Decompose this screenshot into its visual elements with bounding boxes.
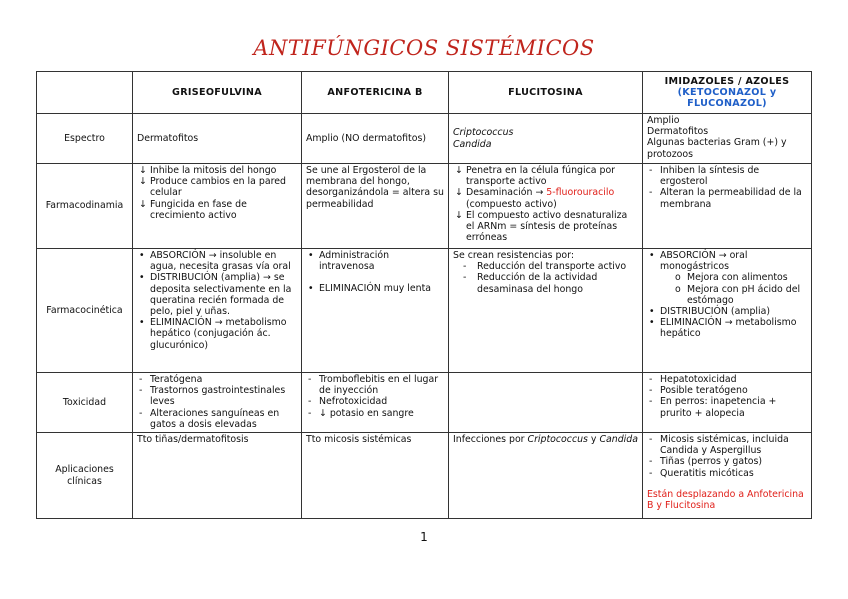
fluorouracilo-text: 5-fluorouracilo xyxy=(546,187,615,199)
list-item-text: Hepatotoxicidad xyxy=(660,374,737,385)
list-item-text: Posible teratógeno xyxy=(660,385,748,397)
cell-farmacocinetica-fluci xyxy=(449,249,643,373)
list-item xyxy=(137,199,297,221)
cell-farmacocinetica-anfo xyxy=(302,249,449,373)
header-anfotericina: ANFOTERICINA B xyxy=(302,72,449,114)
header-imidazoles xyxy=(643,72,812,114)
row-espectro xyxy=(37,114,812,164)
text-line: Algunas bacterias Gram (+) y protozoos xyxy=(647,137,787,160)
list-item-text: Teratógena xyxy=(150,374,203,385)
dash-bullet-icon: - xyxy=(649,434,653,445)
list-item xyxy=(137,317,297,351)
header-imidazoles-sub: (KETOCONAZOL y FLUCONAZOL) xyxy=(677,86,777,110)
list-item xyxy=(647,272,807,283)
dash-bullet-icon: - xyxy=(649,467,653,479)
list-item-text: DISTRIBUCIÓN (amplia) xyxy=(660,306,771,318)
list-item xyxy=(647,434,807,456)
dash-bullet-icon: - xyxy=(649,385,653,397)
list-item-text: ABSORCIÓN → oral monogástricos xyxy=(660,250,748,273)
dash-bullet-icon: - xyxy=(139,407,143,419)
list-item xyxy=(306,250,444,272)
list-item xyxy=(453,187,638,209)
row-label-aplicaciones: Aplicaciones clínicas xyxy=(37,433,133,519)
bullet-icon: • xyxy=(649,250,655,261)
row-farmacocinetica xyxy=(37,249,812,373)
fluci-candida: Candida xyxy=(453,138,492,150)
list-item-text: En perros: inapetencia + prurito + alopecia xyxy=(660,396,777,419)
row-label-toxicidad: Toxicidad xyxy=(37,373,133,433)
list-item xyxy=(453,210,638,244)
list-item-text: (compuesto activo) xyxy=(466,198,557,210)
circle-bullet-icon: o xyxy=(675,283,681,295)
cell-toxicidad-griseo xyxy=(133,373,302,433)
list-item-text: Tiñas (perros y gatos) xyxy=(660,456,763,468)
list-item xyxy=(137,272,297,317)
text-segment: y xyxy=(590,434,597,445)
list-item xyxy=(647,306,807,317)
list-item-text: Administración intravenosa xyxy=(319,250,390,273)
list-item xyxy=(137,250,297,272)
bullet-icon: • xyxy=(139,272,145,284)
row-toxicidad xyxy=(37,373,812,433)
cell-espectro-fluci xyxy=(449,114,643,164)
down-arrow-icon: ↓ xyxy=(455,187,463,199)
text-line: Amplio xyxy=(647,115,680,126)
list-item xyxy=(137,176,297,198)
list-item-text: ELIMINACIÓN → metabolismo hepático xyxy=(660,317,797,340)
row-label-farmacocinetica: Farmacocinética xyxy=(37,249,133,373)
down-arrow-icon: ↓ xyxy=(455,165,463,176)
dash-bullet-icon: - xyxy=(139,385,143,397)
list-item-text: Alteran la permeabilidad de la membrana xyxy=(660,187,802,210)
dash-bullet-icon: - xyxy=(649,165,653,176)
row-farmacodinamia xyxy=(37,164,812,249)
cell-toxicidad-imid xyxy=(643,373,812,433)
text-segment: Candida xyxy=(599,434,638,445)
dash-bullet-icon: - xyxy=(139,374,143,385)
list-item xyxy=(306,283,444,294)
down-arrow-icon: ↓ xyxy=(455,209,463,221)
list-item-text: Reducción del transporte activo xyxy=(477,261,627,273)
row-label-espectro: Espectro xyxy=(37,114,133,164)
cell-espectro-anfo: Amplio (NO dermatofitos) xyxy=(302,114,449,164)
list-item-text: Inhibe la mitosis del hongo xyxy=(150,165,277,176)
list-item xyxy=(647,396,807,418)
list-item xyxy=(647,456,807,467)
list-item xyxy=(647,468,807,479)
list-item-text: Nefrotoxicidad xyxy=(319,396,388,408)
list-item xyxy=(647,187,807,209)
list-item-text: El compuesto activo desnaturaliza el ARNm = síntesis de proteínas erróneas xyxy=(466,209,628,244)
fluci-criptococcus: Criptococcus xyxy=(453,127,514,139)
list-item xyxy=(137,408,297,430)
list-item xyxy=(647,250,807,272)
bullet-icon: • xyxy=(308,283,314,295)
row-label-farmacodinamia: Farmacodinamia xyxy=(37,164,133,249)
fluci-resistance-intro: Se crean resistencias por: xyxy=(453,250,575,261)
list-item-text: ELIMINACIÓN muy lenta xyxy=(319,283,432,295)
list-item-text: ABSORCIÓN → insoluble en agua, necesita grasas vía oral xyxy=(150,250,291,273)
list-item xyxy=(306,374,444,396)
dash-bullet-icon: - xyxy=(649,374,653,385)
dash-bullet-icon: - xyxy=(308,374,312,385)
list-item xyxy=(137,374,297,385)
list-item-text: Produce cambios en la pared celular xyxy=(150,176,286,199)
circle-bullet-icon: o xyxy=(675,272,681,284)
bullet-icon: • xyxy=(139,317,145,329)
list-item-text: Alteraciones sanguíneas en gatos a dosis elevadas xyxy=(150,407,280,430)
page-title: ANTIFÚNGICOS SISTÉMICOS xyxy=(253,36,595,60)
text-segment: Infecciones por xyxy=(453,434,525,445)
cell-farmacocinetica-griseo xyxy=(133,249,302,373)
bullet-icon: • xyxy=(649,317,655,329)
list-item xyxy=(647,374,807,385)
cell-toxicidad-anfo xyxy=(302,373,449,433)
text-line: Dermatofitos xyxy=(647,126,709,138)
list-item xyxy=(306,396,444,407)
cell-espectro-imid xyxy=(643,114,812,164)
list-item xyxy=(306,408,444,419)
down-arrow-icon: ↓ xyxy=(139,198,147,210)
cell-espectro-griseo: Dermatofitos xyxy=(133,114,302,164)
list-item-text: Trastornos gastrointestinales leves xyxy=(150,385,286,408)
header-empty xyxy=(37,72,133,114)
list-item xyxy=(137,385,297,407)
cell-toxicidad-fluci xyxy=(449,373,643,433)
list-item-text: Penetra en la célula fúngica por transporte activo xyxy=(466,165,616,188)
page-number: 1 xyxy=(420,530,428,544)
list-item-text: Fungicida en fase de crecimiento activo xyxy=(150,198,247,221)
list-item xyxy=(647,284,807,306)
cell-farmacodinamia-fluci xyxy=(449,164,643,249)
down-arrow-icon: ↓ xyxy=(139,176,147,188)
text-segment: Criptococcus xyxy=(527,434,588,445)
cell-farmacocinetica-imid xyxy=(643,249,812,373)
list-item xyxy=(647,165,807,187)
cell-farmacodinamia-griseo xyxy=(133,164,302,249)
list-item-text: ELIMINACIÓN → metabolismo hepático (conjugación ác. glucurónico) xyxy=(150,317,287,351)
dash-bullet-icon: - xyxy=(649,187,653,199)
list-item-text: Tromboflebitis en el lugar de inyección xyxy=(319,374,439,397)
list-item-text: Mejora con pH ácido del estómago xyxy=(687,283,801,306)
header-flucitosina: FLUCITOSINA xyxy=(449,72,643,114)
dash-bullet-icon: - xyxy=(463,261,467,273)
cell-aplicaciones-imid xyxy=(643,433,812,519)
down-arrow-icon: ↓ xyxy=(139,165,147,176)
list-item-text: Mejora con alimentos xyxy=(687,272,788,284)
dash-bullet-icon: - xyxy=(308,407,312,419)
dash-bullet-icon: - xyxy=(308,396,312,408)
bullet-icon: • xyxy=(139,250,145,261)
list-item xyxy=(453,165,638,187)
list-item xyxy=(453,272,638,294)
imid-note: Están desplazando a Anfotericina B y Flucitosina xyxy=(647,488,804,512)
cell-aplicaciones-griseo: Tto tiñas/dermatofitosis xyxy=(133,433,302,519)
list-item-text: ↓ potasio en sangre xyxy=(319,407,414,419)
header-griseofulvina: GRISEOFULVINA xyxy=(133,72,302,114)
dash-bullet-icon: - xyxy=(649,396,653,408)
list-item xyxy=(647,385,807,396)
list-item-text: DISTRIBUCIÓN (amplia) → se deposita selectivamente en la queratina recién formada de pelo, piel y uñas. xyxy=(150,272,292,318)
header-imidazoles-main: IMIDAZOLES / AZOLES xyxy=(664,75,790,87)
list-item-text: Desaminación → xyxy=(466,187,544,199)
antifungal-table xyxy=(36,71,812,519)
list-item xyxy=(137,165,297,176)
header-row xyxy=(37,72,812,114)
cell-aplicaciones-anfo: Tto micosis sistémicas xyxy=(302,433,449,519)
cell-farmacodinamia-imid xyxy=(643,164,812,249)
list-item xyxy=(453,261,638,272)
list-item-text: Micosis sistémicas, incluida Candida y Aspergillus xyxy=(660,434,789,457)
cell-aplicaciones-fluci xyxy=(449,433,643,519)
cell-farmacodinamia-anfo: Se une al Ergosterol de la membrana del hongo, desorganizándola = altera su permeabilidad xyxy=(302,164,449,249)
bullet-icon: • xyxy=(308,250,314,261)
list-item-text: Inhiben la síntesis de ergosterol xyxy=(660,165,760,188)
bullet-icon: • xyxy=(649,306,655,318)
list-item-text: Queratitis micóticas xyxy=(660,467,754,479)
list-item-text: Reducción de la actividad desaminasa del hongo xyxy=(477,272,598,295)
dash-bullet-icon: - xyxy=(649,456,653,468)
dash-bullet-icon: - xyxy=(463,272,467,284)
list-item xyxy=(647,317,807,339)
row-aplicaciones xyxy=(37,433,812,519)
